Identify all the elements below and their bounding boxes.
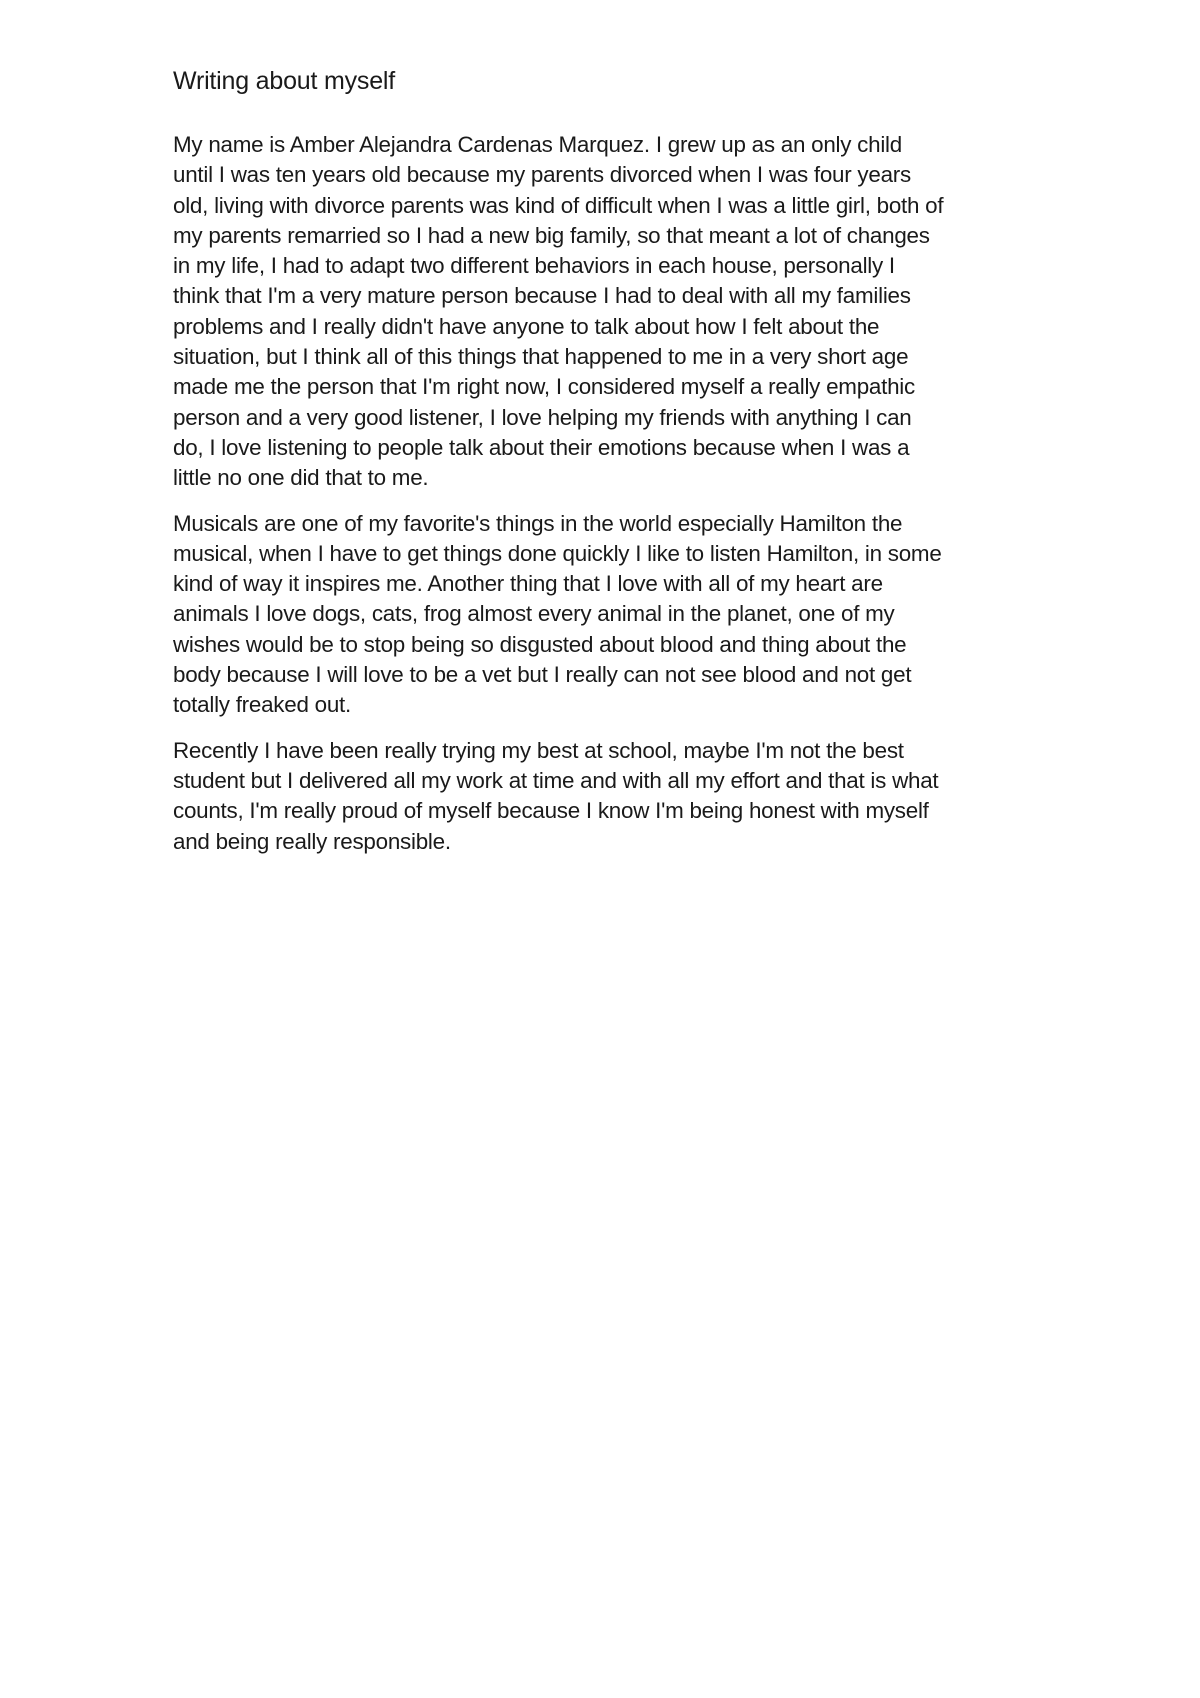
text-line: my parents remarried so I had a new big family, so that meant a lot of changes	[173, 222, 930, 248]
text-line: student but I delivered all my work at time and with all my effort and that is what	[173, 767, 939, 793]
text-line: totally freaked out.	[173, 692, 351, 718]
document-page	[173, 66, 1043, 872]
document-title: Writing about myself	[173, 67, 396, 95]
paragraph-2	[173, 509, 1043, 721]
text-line: person and a very good listener, I love helping my friends with anything I can	[173, 404, 912, 430]
text-line: old, living with divorce parents was kind of difficult when I was a little girl, both of	[173, 192, 944, 218]
text-line: Musicals are one of my favorite's things in the world especially Hamilton the	[173, 510, 903, 536]
text-line: body because I will love to be a vet but I really can not see blood and not get	[173, 662, 912, 688]
text-line: little no one did that to me.	[173, 465, 429, 491]
text-line: counts, I'm really proud of myself because I know I'm being honest with myself	[173, 798, 929, 824]
text-line: and being really responsible.	[173, 828, 451, 854]
text-line: My name is Amber Alejandra Cardenas Marquez. I grew up as an only child	[173, 132, 902, 157]
paragraph-3	[173, 736, 1043, 857]
text-line: problems and I really didn't have anyone to talk about how I felt about the	[173, 313, 880, 339]
text-line: Recently I have been really trying my best at school, maybe I'm not the best	[173, 737, 904, 763]
text-line: musical, when I have to get things done quickly I like to listen Hamilton, in some	[173, 540, 942, 566]
paragraph-1	[173, 130, 1043, 494]
text-line: kind of way it inspires me. Another thing that I love with all of my heart are	[173, 571, 883, 597]
text-line: in my life, I had to adapt two different behaviors in each house, personally I	[173, 253, 895, 279]
text-line: animals I love dogs, cats, frog almost every animal in the planet, one of my	[173, 601, 895, 627]
text-line: think that I'm a very mature person because I had to deal with all my families	[173, 283, 911, 309]
text-line: wishes would be to stop being so disgusted about blood and thing about the	[173, 631, 907, 657]
text-line: situation, but I think all of this things that happened to me in a very short age	[173, 344, 909, 370]
text-line: do, I love listening to people talk about their emotions because when I was a	[173, 434, 910, 460]
text-line: made me the person that I'm right now, I considered myself a really empathic	[173, 374, 915, 400]
text-line: until I was ten years old because my parents divorced when I was four years	[173, 162, 911, 188]
